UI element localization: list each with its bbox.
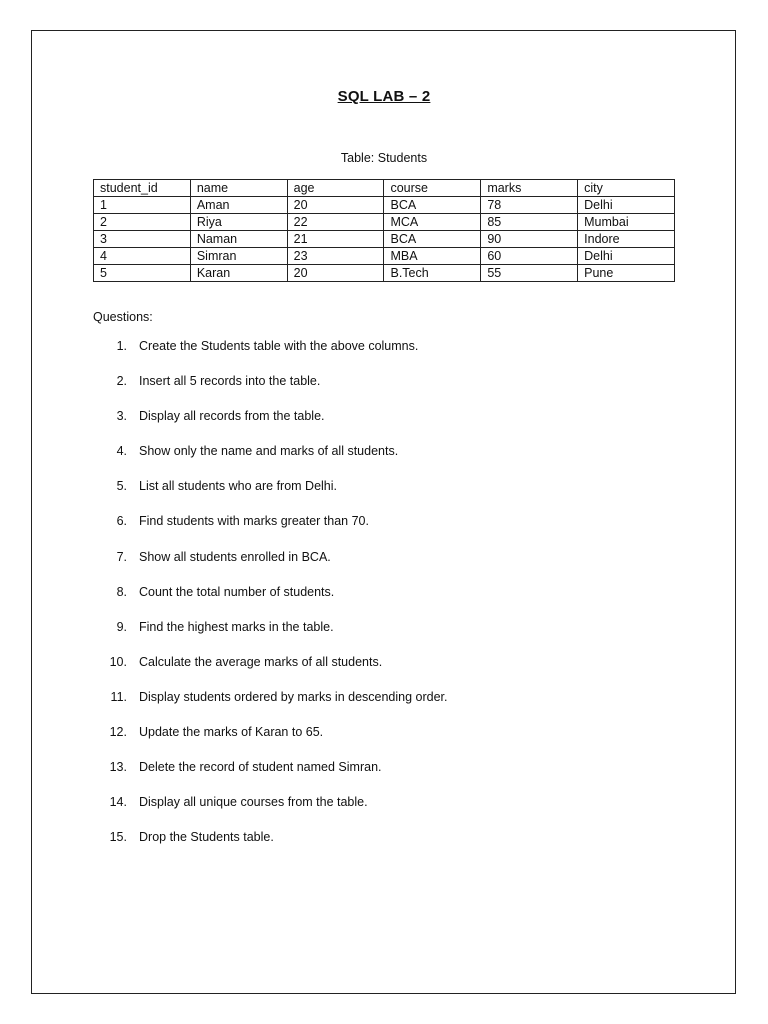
- question-text: Display students ordered by marks in descending order.: [139, 689, 448, 704]
- question-list: [93, 338, 448, 864]
- page-title: SQL LAB – 2: [337, 88, 431, 105]
- list-item: [93, 689, 448, 724]
- question-text: Find students with marks greater than 70.: [139, 514, 369, 529]
- table-caption: Table: Students: [340, 151, 428, 165]
- table-cell: Mumbai: [578, 214, 675, 231]
- question-number: 15.: [109, 830, 127, 845]
- column-header: student_id: [94, 180, 191, 197]
- table-cell: Pune: [578, 265, 675, 282]
- list-item: [93, 829, 448, 864]
- students-table: [93, 179, 675, 282]
- question-text: Display all records from the table.: [139, 409, 325, 424]
- question-number: 1.: [116, 339, 127, 353]
- question-number: 14.: [109, 795, 127, 810]
- question-number: 10.: [109, 654, 127, 669]
- list-item: [93, 373, 448, 408]
- list-item: [93, 584, 448, 619]
- table-cell: B.Tech: [384, 265, 481, 282]
- question-number: 5.: [116, 479, 127, 494]
- column-header: name: [190, 180, 287, 197]
- table-cell: 85: [481, 214, 578, 231]
- question-number: 4.: [116, 444, 127, 459]
- table-cell: 21: [287, 231, 384, 248]
- list-item: [93, 443, 448, 478]
- table-cell: 60: [481, 248, 578, 265]
- question-number: 11.: [110, 689, 127, 704]
- question-text: Find the highest marks in the table.: [139, 619, 334, 634]
- column-header: course: [384, 180, 481, 197]
- question-number: 13.: [109, 760, 127, 775]
- question-text: Display all unique courses from the table.: [139, 795, 368, 810]
- list-item: [93, 794, 448, 829]
- table-cell: Delhi: [578, 248, 675, 265]
- table-cell: MBA: [384, 248, 481, 265]
- list-item: [93, 654, 448, 689]
- list-item: [93, 619, 448, 654]
- list-item: [93, 549, 448, 584]
- table-cell: 20: [287, 197, 384, 214]
- list-item: [93, 724, 448, 759]
- list-item: [93, 478, 448, 513]
- table-cell: 23: [287, 248, 384, 265]
- list-item: [93, 338, 448, 373]
- table-cell: 78: [481, 197, 578, 214]
- question-number: 2.: [116, 374, 127, 389]
- question-text: Insert all 5 records into the table.: [139, 374, 321, 389]
- table-cell: 22: [287, 214, 384, 231]
- table-cell: Karan: [190, 265, 287, 282]
- question-text: Create the Students table with the above columns.: [139, 339, 419, 353]
- question-text: List all students who are from Delhi.: [139, 479, 338, 494]
- question-text: Drop the Students table.: [139, 830, 274, 845]
- table-cell: 1: [94, 197, 191, 214]
- table-row: [94, 214, 675, 231]
- question-text: Delete the record of student named Simran.: [139, 760, 382, 775]
- table-cell: 20: [287, 265, 384, 282]
- table-row: [94, 248, 675, 265]
- table-cell: Indore: [578, 231, 675, 248]
- question-number: 7.: [116, 549, 127, 564]
- question-number: 6.: [116, 514, 127, 529]
- question-text: Update the marks of Karan to 65.: [139, 725, 324, 740]
- questions-heading: Questions:: [93, 310, 153, 324]
- table-cell: BCA: [384, 231, 481, 248]
- table-cell: 5: [94, 265, 191, 282]
- question-number: 12.: [109, 725, 127, 740]
- table-cell: Delhi: [578, 197, 675, 214]
- list-item: [93, 408, 448, 443]
- question-number: 8.: [116, 584, 127, 599]
- table-row: [94, 265, 675, 282]
- column-header: age: [287, 180, 384, 197]
- question-text: Show all students enrolled in BCA.: [139, 549, 331, 564]
- table-cell: 3: [94, 231, 191, 248]
- table-cell: Riya: [190, 214, 287, 231]
- table-cell: MCA: [384, 214, 481, 231]
- question-text: Calculate the average marks of all students.: [139, 654, 383, 669]
- question-number: 9.: [116, 619, 127, 634]
- table-row: [94, 231, 675, 248]
- column-header: city: [578, 180, 675, 197]
- table-cell: Naman: [190, 231, 287, 248]
- question-text: Show only the name and marks of all students.: [139, 444, 399, 459]
- table-cell: 90: [481, 231, 578, 248]
- column-header: marks: [481, 180, 578, 197]
- table-cell: 2: [94, 214, 191, 231]
- list-item: [93, 513, 448, 548]
- table-header-row: [94, 180, 675, 197]
- table-row: [94, 197, 675, 214]
- table-cell: Aman: [190, 197, 287, 214]
- table-cell: BCA: [384, 197, 481, 214]
- list-item: [93, 759, 448, 794]
- question-text: Count the total number of students.: [139, 584, 335, 599]
- table-cell: 55: [481, 265, 578, 282]
- table-cell: Simran: [190, 248, 287, 265]
- table-cell: 4: [94, 248, 191, 265]
- question-number: 3.: [116, 409, 127, 424]
